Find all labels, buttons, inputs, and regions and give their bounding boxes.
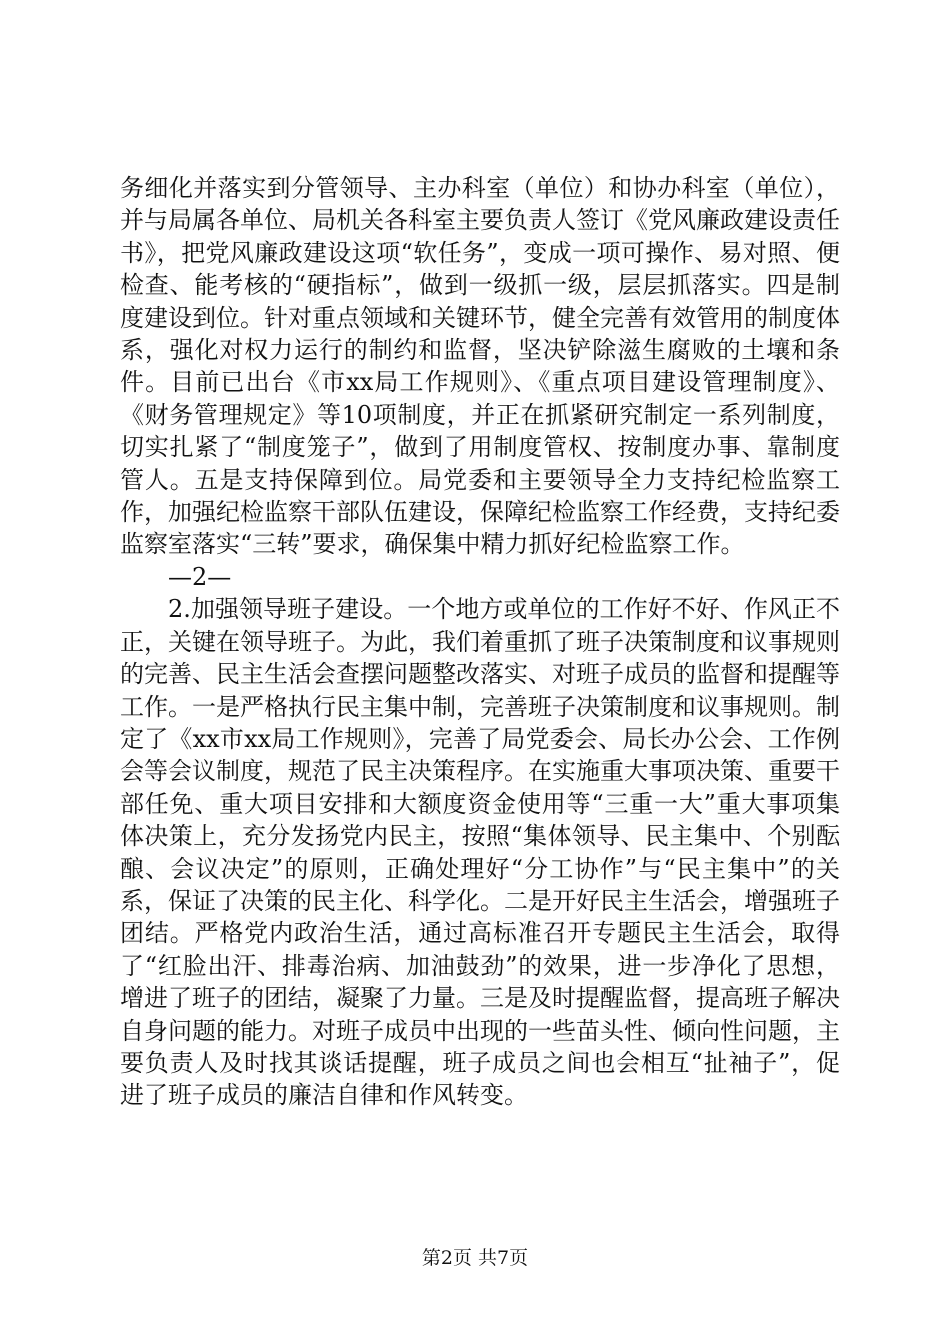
body-paragraph-2: 2.加强领导班子建设。一个地方或单位的工作好不好、作风正不正，关键在领导班子。为此，我们着重抓了班子决策制度和议事规则的完善、民主生活会查摆问题整改落实、对班子成员的监督和提醒等工作。一是严格执行民主集中制，完善班子决策制度和议事规则。制定了《xx市xx局工作规则》，完善了局党委会、局长办公会、工作例会等会议制度，规范了民主决策程序。在实施重大事项决策、重要干部任免、重大项目安排和大额度资金使用等“三重一大”重大事项集体决策上，充分发扬党内民主，按照“集体领导、民主集中、个别酝酿、会议决定”的原则，正确处理好“分工协作”与“民主集中”的关系，保证了决策的民主化、科学化。二是开好民主生活会，增强班子团结。严格党内政治生活，通过高标准召开专题民主生活会，取得了“红脸出汗、排毒治病、加油鼓劲”的效果，进一步净化了思想，增进了班子的团结，凝聚了力量。三是及时提醒监督，提高班子解决自身问题的能力。对班子成员中出现的一些苗头性、倾向性问题，主要负责人及时找其谈话提醒，班子成员之间也会相互“扯袖子”，促进了班子成员的廉洁自律和作风转变。 <box>120 595 840 1110</box>
section-marker: —2— <box>168 562 232 591</box>
page-footer: 第2页 共7页 <box>421 1247 529 1269</box>
body-paragraph-1: 务细化并落实到分管领导、主办科室（单位）和协办科室（单位），并与局属各单位、局机关各科室主要负责人签订《党风廉政建设责任书》，把党风廉政建设这项“软任务”，变成一项可操作、易对照、便检查、能考核的“硬指标”，做到一级抓一级，层层抓落实。四是制度建设到位。针对重点领域和关键环节，健全完善有效管用的制度体系，强化对权力运行的制约和监督，坚决铲除滋生腐败的土壤和条件。目前已出台《市xx局工作规则》、《重点项目建设管理制度》、《财务管理规定》等10项制度，并正在抓紧研究制定一系列制度，切实扎紧了“制度笼子”，做到了用制度管权、按制度办事、靠制度管人。五是支持保障到位。局党委和主要领导全力支持纪检监察工作，加强纪检监察干部队伍建设，保障纪检监察工作经费，支持纪委监察室落实“三转”要求，确保集中精力抓好纪检监察工作。 <box>120 174 840 559</box>
document-body <box>120 172 840 1112</box>
